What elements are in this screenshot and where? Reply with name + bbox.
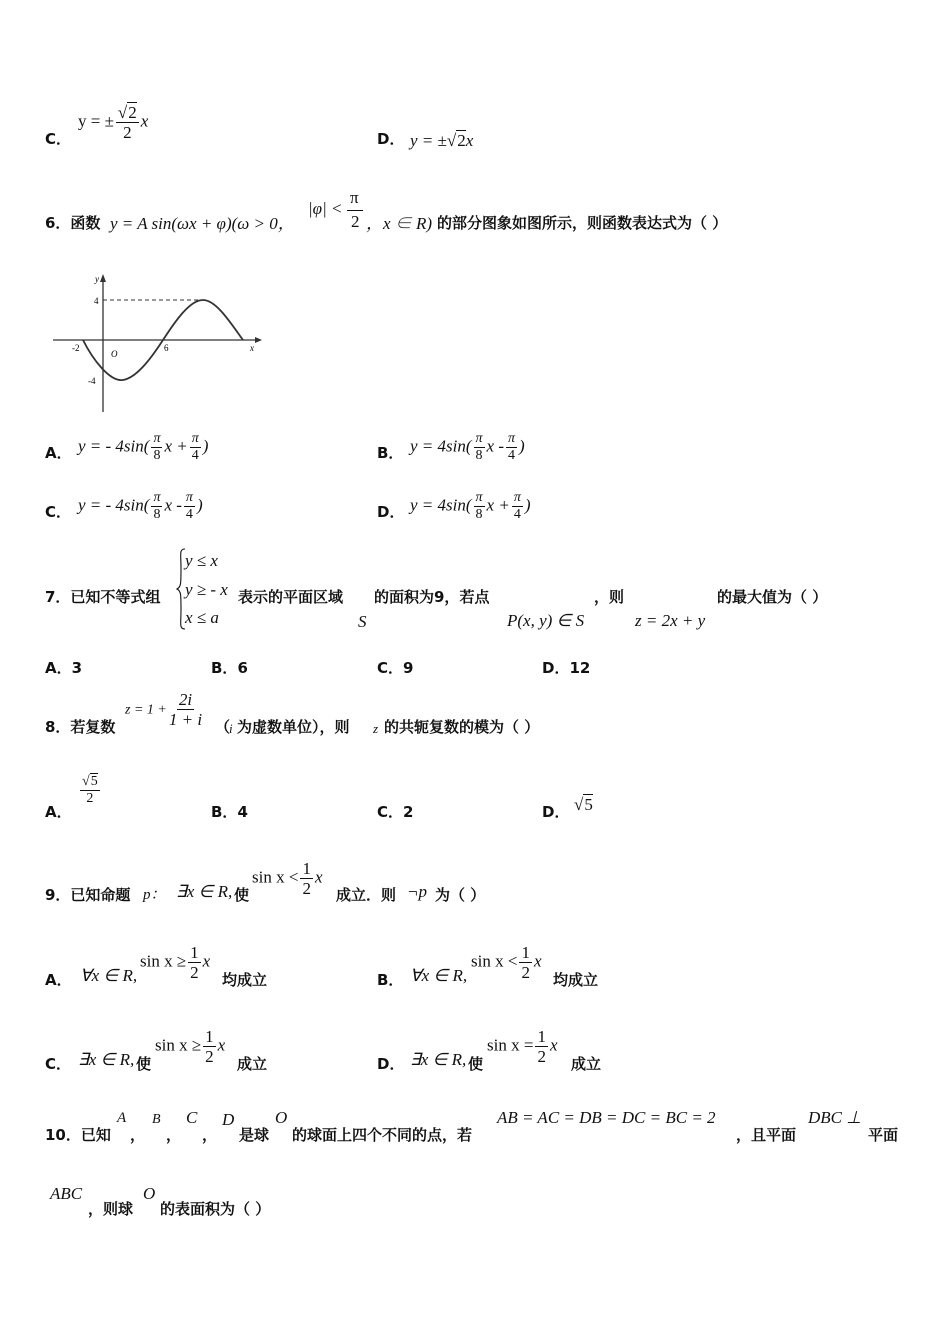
q9-option-d-two: 2 <box>537 1047 546 1066</box>
q6-option-a-den1: 8 <box>153 448 161 463</box>
q8-frac-den: 1 + i <box>168 710 203 729</box>
q9-option-b-tail: 均成立 <box>553 971 599 989</box>
q6-option-c-num1: π <box>153 490 161 505</box>
q9-option-d-tail: 成立 <box>571 1055 602 1073</box>
q7-option-d-value: 12 <box>569 659 591 677</box>
q9-option-a-two: 2 <box>190 963 199 982</box>
q8-option-b <box>211 801 248 822</box>
q9-option-b-rel-text: sin x < <box>471 951 518 971</box>
q6-option-d-den2: 4 <box>513 507 521 522</box>
q7-option-d-label: D． <box>542 659 570 677</box>
q6-option-d-den1: 8 <box>475 507 483 522</box>
q8-i: i <box>229 721 233 736</box>
q10-stem-prefix: 10．已知 <box>45 1126 111 1144</box>
q9-option-b-x: x <box>533 951 542 971</box>
q6-option-d-num1: π <box>475 490 483 505</box>
q8-stem-suffix: 的共轭复数的模为（ ） <box>384 718 540 736</box>
q6-option-a-end: ) <box>202 436 209 456</box>
q6-option-b-num2: π <box>508 431 516 446</box>
q9-option-d-x: x <box>549 1035 558 1055</box>
q9-wei: 为（ ） <box>435 886 486 904</box>
origin-label: O <box>111 349 118 359</box>
q10-suffix: 的表面积为（ ） <box>160 1200 271 1218</box>
q8-option-a-den: 2 <box>86 791 94 806</box>
q8-option-a-label: A． <box>45 803 72 821</box>
q6-option-b-formula <box>410 432 525 463</box>
q9-option-b-label: B． <box>377 971 404 989</box>
q6-stem-pi: π <box>350 188 359 207</box>
q7-stem-prefix: 7．已知不等式组 <box>45 588 161 606</box>
tick-x-pos: 6 <box>164 343 169 353</box>
q6-option-c-formula <box>78 491 203 522</box>
q7-system-line3: x ≤ a <box>185 608 219 627</box>
q10-equalities: AB = AC = DB = DC = BC = 2 <box>497 1108 716 1127</box>
q6-option-c-expr: y = - 4sin( <box>78 495 150 515</box>
q8-option-b-value: 4 <box>237 803 248 821</box>
q9-option-c-x: x <box>217 1035 226 1055</box>
q9-inequality <box>252 860 322 897</box>
q10-sep2: ， <box>166 1126 182 1144</box>
q8-option-d-label: D． <box>542 803 570 821</box>
q8-z: z <box>373 721 379 736</box>
q10-sphere-o: O <box>275 1108 288 1127</box>
q8-option-d-radicand: 5 <box>584 795 593 814</box>
q9-option-c-tail: 成立 <box>237 1055 268 1073</box>
q10-mid: 的球面上四个不同的点，若 <box>292 1126 473 1144</box>
q9-shi: 使 <box>234 886 250 904</box>
q8-option-a-num: 5 <box>90 774 98 789</box>
q9-option-a-rel-text: sin x ≥ <box>140 951 187 971</box>
q7-var-z: z = 2x + y <box>635 611 706 630</box>
q6-option-c-den2: 4 <box>185 507 193 522</box>
q10-sep1: ， <box>130 1126 146 1144</box>
q6-option-d-label: D． <box>377 503 405 521</box>
q8-option-c-label: C． <box>377 803 404 821</box>
q9-option-d-quant: ∃x ∈ R, <box>410 1050 467 1069</box>
q8-option-d-value: √5 <box>574 795 593 814</box>
q6-option-b-label: B． <box>377 444 404 462</box>
q9-one: 1 <box>302 859 311 878</box>
q9-option-d-rel <box>487 1028 557 1065</box>
q7-option-b-value: 6 <box>237 659 248 677</box>
q10-point-a: A <box>117 1110 127 1126</box>
q8-option-c-value: 2 <box>403 803 414 821</box>
q6-option-c-num2: π <box>185 490 193 505</box>
q5-option-c-label: C． <box>45 130 72 148</box>
q9-option-d-label: D． <box>377 1055 405 1073</box>
q7-option-b <box>211 657 248 678</box>
tick-x-neg: -2 <box>72 343 80 353</box>
q9-option-a-rel <box>140 944 210 981</box>
q8-option-b-label: B． <box>211 803 238 821</box>
q10-sep3: ， <box>202 1126 218 1144</box>
y-axis-label: y <box>95 274 99 284</box>
q10-zeqiu: ，则球 <box>88 1200 134 1218</box>
q7-system-line2: y ≥ - x <box>185 580 228 599</box>
q7-option-c-value: 9 <box>403 659 414 677</box>
q6-option-b-mid: x - <box>486 436 505 456</box>
q7-option-c <box>377 657 413 678</box>
q6-option-a-den2: 4 <box>191 448 199 463</box>
q8-z-eq: z = 1 + <box>125 702 167 718</box>
q10-plane-abc: ABC <box>50 1184 83 1203</box>
q6-option-b-expr: y = 4sin( <box>410 436 472 456</box>
q6-option-a-formula <box>78 432 208 463</box>
q7-var-p: P(x, y) ∈ S <box>507 611 585 630</box>
q9-option-a-x: x <box>202 951 211 971</box>
q9-option-a-quant: ∀x ∈ R, <box>80 966 138 985</box>
q9-cheng: 成立．则 <box>336 886 397 904</box>
q7-stem-suffix: 的最大值为（ ） <box>717 588 828 606</box>
q6-stem-frac-line <box>347 210 363 211</box>
q5-option-d-formula: y = ±√2x <box>410 131 474 150</box>
q9-option-c-quant: ∃x ∈ R, <box>78 1050 135 1069</box>
q9-two: 2 <box>302 879 311 898</box>
q5-option-c-formula: y = ± $\frac{√2}{2}$ x <box>78 103 149 142</box>
q6-option-c-mid: x - <box>164 495 182 515</box>
q6-option-c-den1: 8 <box>153 507 161 522</box>
q6-option-a-label: A． <box>45 444 72 462</box>
q10-shiqiu: 是球 <box>239 1126 270 1144</box>
q6-option-a-num2: π <box>191 431 199 446</box>
q9-option-d-rel-text: sin x = <box>487 1035 534 1055</box>
q9-stem-prefix: 9．已知命题 <box>45 886 131 904</box>
q9-option-c-rel <box>155 1028 225 1065</box>
q6-stem-suffix: 的部分图象如图所示，则函数表达式为（ ） <box>437 214 728 232</box>
q10-point-c: C <box>186 1108 198 1127</box>
q6-option-d-num2: π <box>513 490 521 505</box>
q8-stem-prefix: 8．若复数 <box>45 718 116 736</box>
q9-option-a-tail: 均成立 <box>222 971 268 989</box>
q9-option-b-quant: ∀x ∈ R, <box>410 966 468 985</box>
q6-option-d-formula <box>410 491 531 522</box>
q6-option-a-expr: y = - 4sin( <box>78 436 150 456</box>
y-axis-arrow <box>100 274 106 282</box>
q9-option-c-label: C． <box>45 1055 72 1073</box>
q6-stem-two: 2 <box>351 212 360 231</box>
q8-unit: 为虚数单位），则 <box>237 718 350 736</box>
q5-option-d-label: D． <box>377 130 405 148</box>
q6-stem-expr: y = A sin(ωx + φ)(ω > 0， <box>110 214 295 233</box>
q7-stem-mid1: 表示的平面区域 <box>238 588 344 606</box>
q7-option-a <box>45 657 82 678</box>
x-axis-arrow <box>255 337 262 343</box>
q6-option-b-num1: π <box>475 431 483 446</box>
q6-option-b-den1: 8 <box>475 448 483 463</box>
q10-plane-dbc: DBC ⊥ <box>808 1108 862 1127</box>
q8-option-c <box>377 801 413 822</box>
q9-option-b-two: 2 <box>521 963 530 982</box>
q9-option-d-one: 1 <box>537 1027 546 1046</box>
q7-var-s: S <box>358 612 367 631</box>
q9-sin-lt: sin x < <box>252 867 299 887</box>
q6-option-d-mid: x + <box>486 495 510 515</box>
q6-stem-xr: ，x ∈ R) <box>366 214 433 233</box>
q8-z-formula <box>125 691 204 728</box>
q9-option-c-shi: 使 <box>136 1055 152 1073</box>
q8-frac-num: 2i <box>178 690 193 709</box>
q7-option-a-label: A． <box>45 659 72 677</box>
q7-option-a-value: 3 <box>71 659 83 677</box>
q6-option-b-end: ) <box>519 436 525 456</box>
tick-y-neg: -4 <box>88 376 96 386</box>
q9-option-b-rel <box>471 944 541 981</box>
q6-option-a-mid: x + <box>164 436 188 456</box>
q6-option-b-den2: 4 <box>508 448 516 463</box>
q7-option-b-label: B． <box>211 659 238 677</box>
q6-option-c-label: C． <box>45 503 72 521</box>
x-axis-label: x <box>250 343 254 353</box>
q7-stem-mid2: 的面积为9，若点 <box>374 588 490 606</box>
q9-p: p： <box>143 887 166 903</box>
q9-exists: ∃x ∈ R, <box>176 882 233 901</box>
q10-point-b: B <box>152 1112 161 1127</box>
q6-stem-prefix: 6．函数 <box>45 214 101 232</box>
q6-option-c-end: ) <box>196 495 203 515</box>
q6-stem-phi: |φ| < <box>308 199 343 218</box>
q10-pingmian: 平面 <box>868 1126 899 1144</box>
q10-qie: ，且平面 <box>736 1126 797 1144</box>
q6-sine-graph <box>50 270 270 415</box>
q7-stem-mid3: ，则 <box>594 588 625 606</box>
q9-option-a-label: A． <box>45 971 72 989</box>
q10-point-d: D <box>222 1110 235 1129</box>
q8-option-a-value: $\frac{√5}{2}$ <box>82 774 98 806</box>
q9-option-d-shi: 使 <box>468 1055 484 1073</box>
q7-option-d <box>542 657 590 678</box>
q6-option-a-num1: π <box>153 431 161 446</box>
tick-y-pos: 4 <box>94 296 99 306</box>
q7-option-c-label: C． <box>377 659 404 677</box>
q9-option-b-one: 1 <box>521 943 530 962</box>
q9-option-c-two: 2 <box>205 1047 214 1066</box>
q7-system-line1: y ≤ x <box>185 551 218 570</box>
q6-option-d-end: ) <box>524 495 531 515</box>
q9-option-c-one: 1 <box>205 1027 214 1046</box>
q9-x: x <box>314 867 323 887</box>
q9-notp: ¬p <box>407 882 427 901</box>
q10-sphere-o2: O <box>143 1184 156 1203</box>
q6-option-d-expr: y = 4sin( <box>410 495 472 515</box>
q8-paren: （ <box>215 718 231 736</box>
q9-option-a-one: 1 <box>190 943 199 962</box>
q9-option-c-rel-text: sin x ≥ <box>155 1035 202 1055</box>
